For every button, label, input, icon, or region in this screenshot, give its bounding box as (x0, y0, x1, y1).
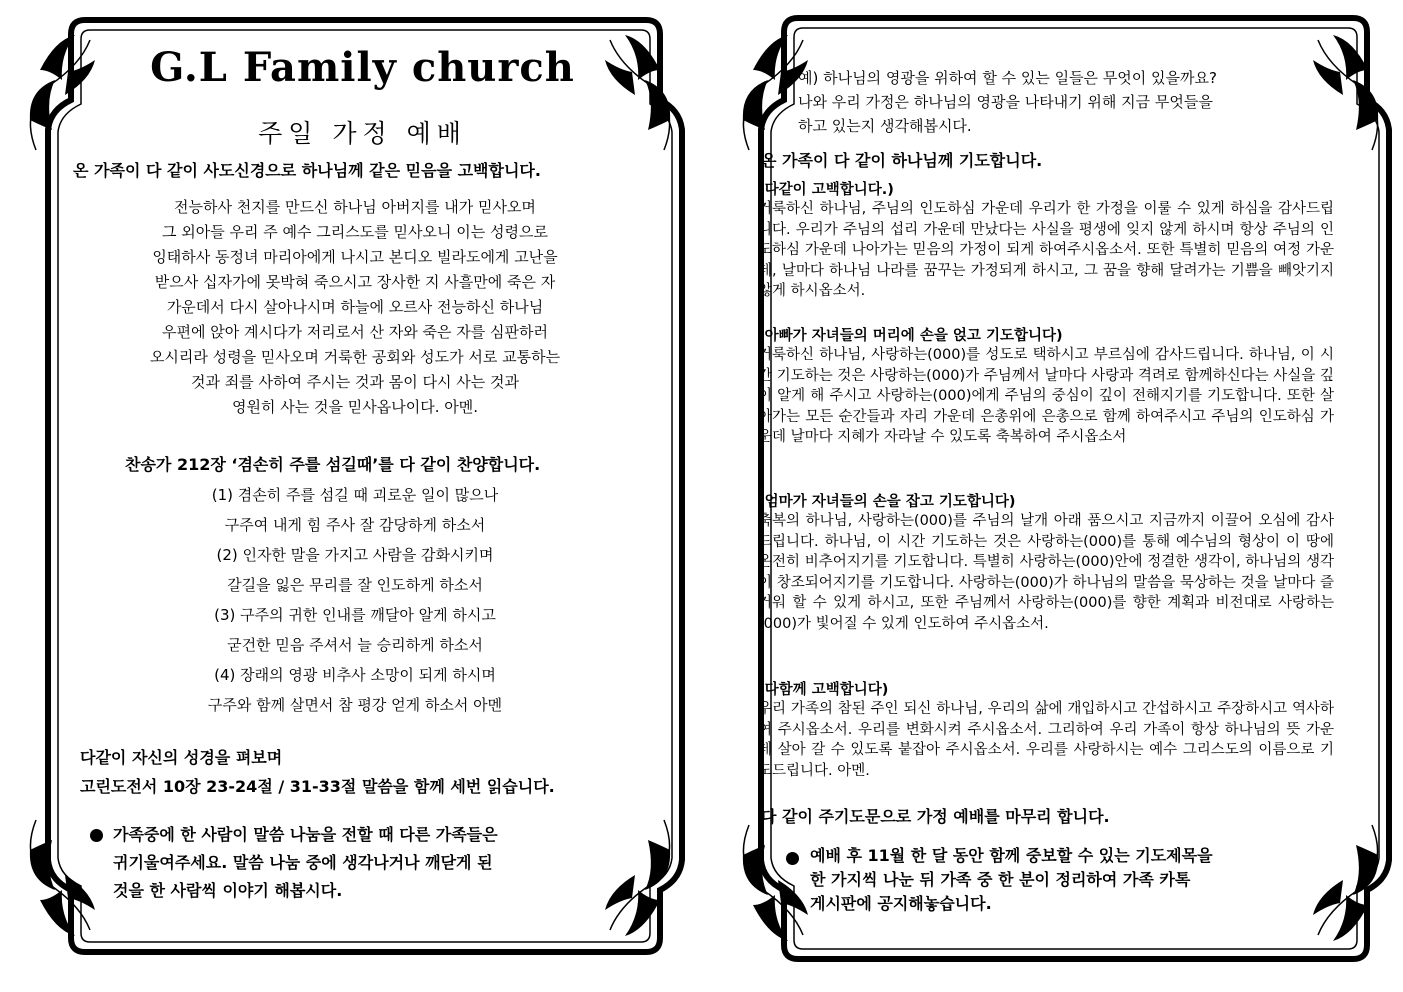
bullet-icon (786, 852, 799, 865)
prayer-section (758, 324, 1334, 448)
prayer-request-line: 예배 후 11월 한 달 동안 함께 중보할 수 있는 기도제목을 (810, 846, 1213, 865)
creed-line: 전능하사 천지를 만드신 하나님 아버지를 내가 믿사오며 (174, 198, 536, 216)
prayer-text: 거룩하신 하나님, 사랑하는(000)를 성도로 택하시고 부르심에 감사드립니다. 하나님, 이 시간 기도하는 것은 사랑하는(000)가 주님께서 날마다 사랑과 격려로 함께하신다는 사실을 깊이 알게 해 주시고 사랑하는(000)에게 주님의 중심이 깊이 전해지기를 기도합니다. 또한 살아가는 모든 순간들과 자리 가운데 은총위에 은총으로 함께 하여주시고 주님의 인도하심 가운데 날마다 지혜가 자라날 수 있도록 축복하여 주시옵소서 (758, 347, 1334, 445)
prayer-section (758, 178, 1334, 302)
prayer-section (758, 678, 1334, 781)
right-page (703, 0, 1403, 992)
prayer-text: 축복의 하나님, 사랑하는(000)를 주님의 날개 아래 품으시고 지금까지 이끌어 오심에 감사드립니다. 하나님, 이 시간 기도하는 것은 사랑하는(000)를 통해 예수님의 형상이 이 땅에 온전히 비추어지기를 기도합니다. 특별히 사랑하는(000)안에 정결한 생각이, 하나님의 생각이 창조되어지기를 기도합니다. 사랑하는(000)가 하나님의 말씀을 묵상하는 것을 날마다 즐거워 할 수 있게 하시고, 또한 주님께서 사랑하는(000)를 향한 계획과 비전대로 사랑하는(000)가 빛어질 수 있게 인도하여 주시옵소서. (758, 513, 1334, 632)
hymn-line: 구주여 내게 힘 주사 잘 감당하게 하소서 (224, 516, 486, 534)
closing-instruction: 다 같이 주기도문으로 가정 예배를 마무리 합니다. (761, 807, 1110, 826)
apostles-creed (90, 195, 620, 420)
creed-line: 오시리라 성령을 믿사오며 거룩한 공회와 성도가 서로 교통하는 (149, 348, 561, 366)
creed-line: 것과 죄를 사하여 주시는 것과 몸이 다시 사는 것과 (191, 373, 519, 391)
prayer-text: 우리 가족의 참된 주인 되신 하나님, 우리의 삶에 개입하시고 간섭하시고 주장하시고 역사하여 주시옵소서. 우리를 변화시켜 주시옵소서. 그리하여 우리 가족이 항상 하나님의 뜻 가운데 살아 갈 수 있도록 붙잡아 주시옵소서. 우리를 사랑하시는 예수 그리스도의 이름으로 기도드립니다. 아멘. (758, 701, 1334, 779)
creed-heading: 온 가족이 다 같이 사도신경으로 하나님께 같은 믿음을 고백합니다. (73, 161, 541, 180)
hymn-line: (2) 인자한 말을 가지고 사람을 감화시키며 (216, 546, 494, 564)
hymn-line: 굳건한 믿음 주셔서 늘 승리하게 하소서 (227, 636, 483, 654)
creed-line: 그 외아들 우리 주 예수 그리스도를 믿사오니 이는 성령으로 (162, 223, 548, 241)
prayer-label: (아빠가 자녀들의 머리에 손을 얹고 기도합니다) (758, 328, 1063, 344)
bullet-icon (90, 829, 103, 842)
sharing-note (113, 821, 498, 905)
reflection-line: 하고 있는지 생각해봅시다. (798, 117, 972, 135)
prayer-section (758, 490, 1334, 634)
creed-line: 영원히 사는 것을 믿사옵나이다. 아멘. (232, 398, 478, 416)
reflection-example (798, 66, 1217, 138)
prayer-text: 거룩하신 하나님, 주님의 인도하심 가운데 우리가 한 가정을 이룰 수 있게 하심을 감사드립니다. 우리가 주님의 섭리 가운데 만났다는 사실을 평생에 잊지 않게 하시며 항상 주님의 인도하심 가운데 나아가는 믿음의 가정이 되게 하여주시옵소서. 또한 특별히 믿음의 여정 가운데, 날마다 하나님 나라를 꿈꾸는 가정되게 하시고, 그 꿈을 향해 달려가는 기쁨을 빼앗기지 않게 하시옵소서. (758, 201, 1334, 299)
creed-line: 잉태하사 동정녀 마리아에게 나시고 본디오 빌라도에게 고난을 (152, 248, 558, 266)
hymn-line: (1) 겸손히 주를 섬길 때 괴로운 일이 많으나 (211, 486, 499, 504)
scripture-instruction: 다같이 자신의 성경을 펴보며 (80, 748, 283, 767)
hymn-line: (3) 구주의 귀한 인내를 깨달아 알게 하시고 (214, 606, 496, 624)
hymn-line: 구주와 함께 살면서 참 평강 얻게 하소서 아멘 (207, 696, 503, 714)
sharing-note-line: 귀기울여주세요. 말씀 나눔 중에 생각나거나 깨닫게 된 (113, 853, 493, 872)
hymn-heading: 찬송가 212장 ‘겸손히 주를 섬길때’를 다 같이 찬양합니다. (125, 455, 541, 474)
left-page (0, 0, 700, 992)
creed-line: 가운데서 다시 살아나시며 하늘에 오르사 전능하신 하나님 (166, 298, 544, 316)
prayer-request-line: 게시판에 공지해놓습니다. (810, 894, 992, 913)
sharing-note-line: 가족중에 한 사람이 말씀 나눔을 전할 때 다른 가족들은 (113, 825, 498, 844)
prayer-label: (다함께 고백합니다) (758, 682, 889, 698)
reflection-line: 예) 하나님의 영광을 위하여 할 수 있는 일들은 무엇이 있을까요? (798, 69, 1217, 87)
service-subtitle: 주일 가정 예배 (258, 119, 467, 148)
hymn-line: (4) 장래의 영광 비추사 소망이 되게 하시며 (214, 666, 496, 684)
prayer-request-line: 한 가지씩 나눈 뒤 가족 중 한 분이 정리하여 가족 카톡 (810, 870, 1191, 889)
prayer-request-note (810, 844, 1213, 916)
prayer-label: (다같이 고백합니다.) (758, 182, 894, 198)
hymn-lyrics (90, 480, 620, 720)
creed-line: 받으사 십자가에 못박혀 죽으시고 장사한 지 사흘만에 죽은 자 (154, 273, 556, 291)
church-title: G.L Family church (150, 44, 575, 91)
prayer-heading: 온 가족이 다 같이 하나님께 기도합니다. (761, 151, 1043, 170)
sharing-note-line: 것을 한 사람씩 이야기 해봅시다. (113, 881, 343, 900)
hymn-line: 갈길을 잃은 무리를 잘 인도하게 하소서 (227, 576, 483, 594)
reflection-line: 나와 우리 가정은 하나님의 영광을 나타내기 위해 지금 무엇들을 (798, 93, 1213, 111)
creed-line: 우편에 앉아 계시다가 저리로서 산 자와 죽은 자를 심판하러 (162, 323, 548, 341)
scripture-reference: 고린도전서 10장 23-24절 / 31-33절 말씀을 함께 세번 읽습니다. (80, 777, 555, 796)
prayer-label: (엄마가 자녀들의 손을 잡고 기도합니다) (758, 494, 1016, 510)
